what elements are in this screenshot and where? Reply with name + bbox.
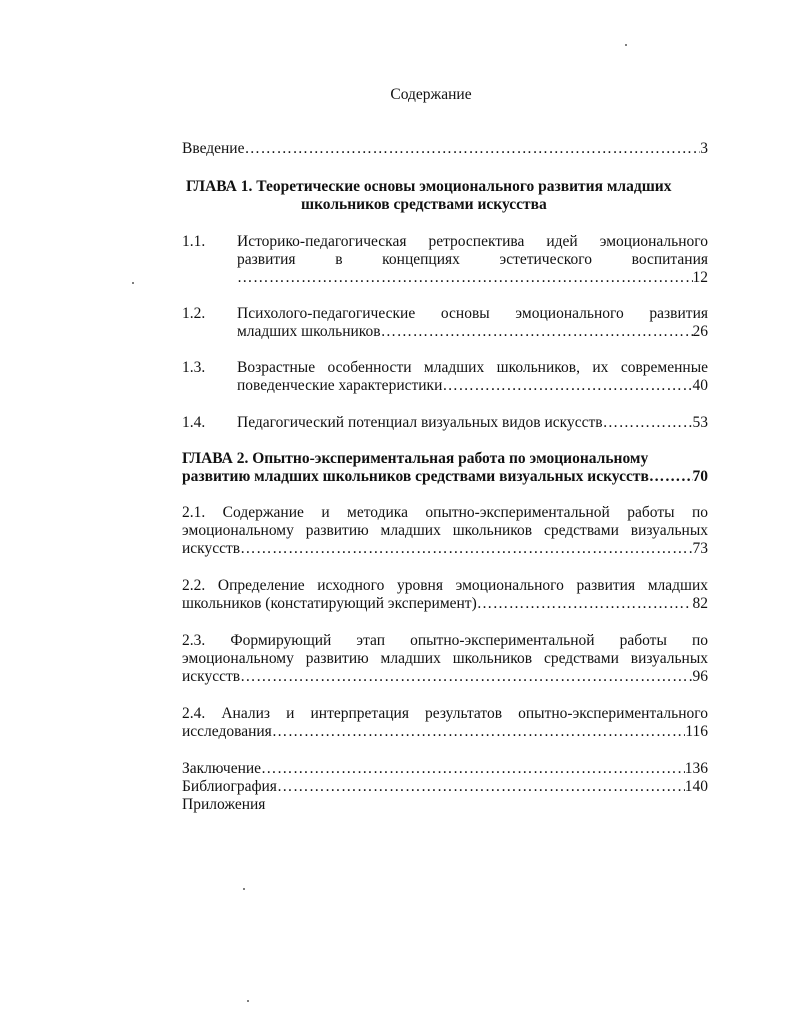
- toc-label: развитию младших школьников средствами визуальных искусств: [182, 468, 649, 485]
- toc-label: Заключение: [182, 760, 262, 777]
- dot-leader: [603, 414, 693, 432]
- scan-speck: [243, 888, 245, 890]
- toc-line: 2.4. Анализ и интерпретация результатов опытно-экспериментального: [182, 705, 708, 722]
- toc-line: 2.1. Содержание и методика опытно-экспериментальной работы по: [182, 504, 708, 521]
- toc-line: эмоциональному развитию младших школьников средствами визуальных: [182, 522, 708, 539]
- scan-speck: [625, 44, 627, 46]
- toc-line: Возрастные особенности младших школьников, их современные: [237, 359, 708, 376]
- section-number: 1.3.: [182, 359, 206, 376]
- toc-page: 40: [692, 377, 708, 394]
- dot-leader: [240, 540, 692, 558]
- page-title: Содержание: [390, 86, 472, 103]
- toc-page: 116: [685, 723, 708, 740]
- toc-label: поведенческие характеристики: [237, 377, 443, 394]
- section-number: 1.4.: [182, 414, 206, 431]
- dot-leader: [237, 269, 693, 287]
- toc-page: 53: [692, 414, 708, 431]
- toc-line: Историко-педагогическая ретроспектива идей эмоционального: [237, 233, 708, 250]
- toc-line: [182, 540, 708, 558]
- section-number: 1.2.: [182, 305, 206, 322]
- dot-leader: [261, 760, 685, 778]
- section-number: 1.1.: [182, 233, 206, 250]
- toc-line: 2.3. Формирующий этап опытно-экспериментальной работы по: [182, 632, 708, 649]
- toc-label: школьников (констатирующий эксперимент): [182, 595, 477, 612]
- toc-label: Введение: [182, 140, 245, 157]
- toc-page: 70: [692, 468, 708, 485]
- toc-label: искусств: [182, 540, 241, 557]
- toc-line: 2.2. Определение исходного уровня эмоционального развития младших: [182, 577, 708, 594]
- toc-page: 82: [692, 595, 708, 612]
- dot-leader: [477, 595, 689, 613]
- dot-leader: [381, 323, 693, 341]
- dot-leader: [277, 778, 685, 796]
- toc-label: младших школьников: [237, 323, 381, 340]
- toc-page: 140: [684, 778, 708, 795]
- toc-page: 12: [692, 269, 708, 286]
- toc-entry-intro: [182, 140, 708, 158]
- toc-line: эмоциональному развитию младших школьников средствами визуальных: [182, 650, 708, 667]
- toc-page: 26: [692, 323, 708, 340]
- scan-speck: [247, 1000, 249, 1002]
- dot-leader: [272, 723, 685, 741]
- toc-line: [182, 723, 708, 741]
- toc-entry: [237, 359, 708, 395]
- toc-entry: [182, 577, 708, 613]
- toc-page: 96: [692, 668, 708, 685]
- toc-entry: [182, 705, 708, 741]
- chapter-heading: [182, 468, 708, 486]
- toc-label: исследования: [182, 723, 272, 740]
- toc-line: Психолого-педагогические основы эмоционального развития: [237, 305, 708, 322]
- toc-entry: [182, 632, 708, 686]
- toc-line: [237, 323, 708, 341]
- toc-line: [182, 668, 708, 686]
- toc-page: 136: [684, 760, 708, 777]
- dot-leader: [442, 377, 692, 395]
- toc-entry: [237, 305, 708, 341]
- toc-entry-conclusion: [182, 760, 708, 778]
- toc-line: [237, 377, 708, 395]
- toc-entry: [237, 233, 708, 287]
- toc-page: 73: [692, 540, 708, 557]
- toc-line: [182, 595, 708, 613]
- toc-entry-appendix: Приложения: [182, 796, 266, 813]
- toc-label: искусств: [182, 668, 241, 685]
- chapter-heading: ГЛАВА 2. Опытно-экспериментальная работа по эмоциональному: [182, 450, 649, 467]
- chapter-heading: школьников средствами искусства: [301, 196, 547, 213]
- toc-page: 3: [700, 140, 708, 157]
- toc-entry-bibliography: [182, 778, 708, 796]
- toc-label: Педагогический потенциал визуальных видов искусств: [237, 414, 603, 431]
- chapter-heading: ГЛАВА 1. Теоретические основы эмоционального развития младших: [186, 178, 672, 195]
- dot-leader: [244, 140, 700, 158]
- toc-entry: [182, 504, 708, 558]
- dot-leader: [649, 468, 693, 486]
- toc-line: [237, 269, 708, 287]
- toc-entry: [237, 414, 708, 432]
- scan-speck: [132, 282, 134, 284]
- toc-label: Библиография: [182, 778, 277, 795]
- dot-leader: [240, 668, 692, 686]
- toc-line: развития в концепциях эстетического воспитания: [237, 251, 708, 268]
